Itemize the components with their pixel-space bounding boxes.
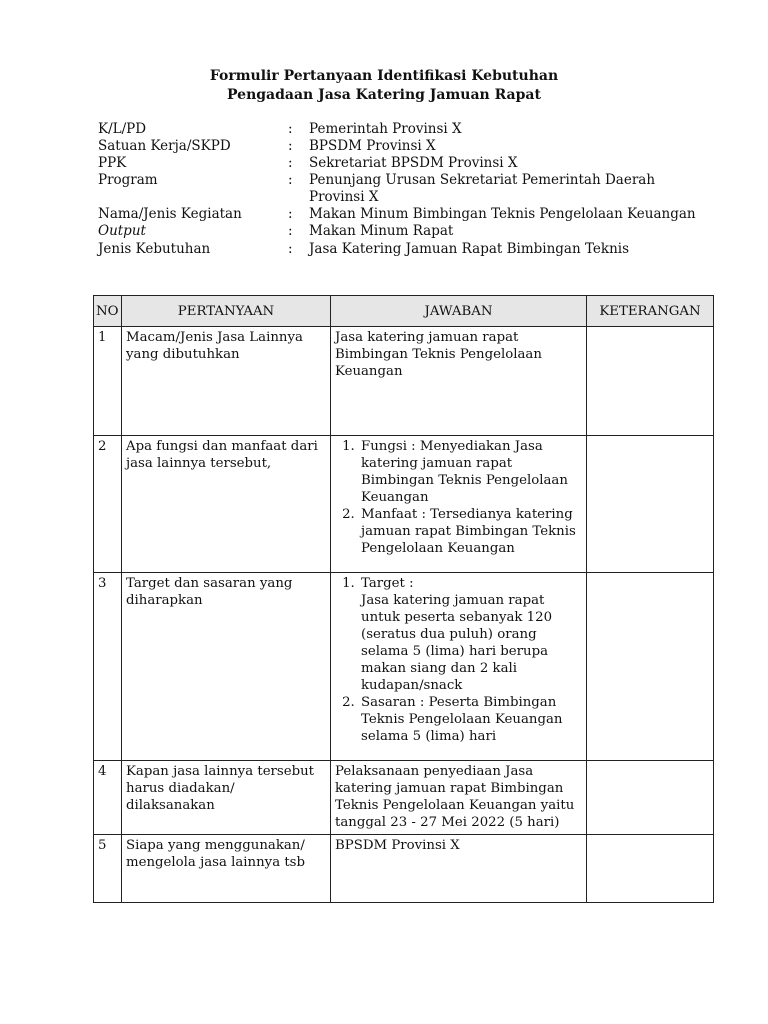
meta-colon: : [288,138,293,155]
meta-label: Program [98,172,158,189]
row-answer: Pelaksanaan penyediaan Jasa katering jamuan rapat Bimbingan Teknis Pengelolaan Keuangan yaitu tanggal 23 - 27 Mei 2022 (5 hari) [331,761,587,835]
row-note [587,835,714,903]
row-note [587,761,714,835]
meta-row-program [98,172,713,206]
meta-label: K/L/PD [98,121,147,137]
meta-colon: : [288,172,293,189]
answer-list-item: 2. Sasaran : Peserta Bimbingan Teknis Pengelolaan Keuangan selama 5 (lima) hari [359,694,582,745]
answer-list-item: 2. Manfaat : Tersedianya katering jamuan rapat Bimbingan Teknis Pengelolaan Keuangan [359,506,582,557]
table-header-row [94,296,714,327]
table-row [94,327,714,436]
answer-target-label: Target : [361,576,414,591]
meta-value: Sekretariat BPSDM Provinsi X [309,155,518,172]
meta-value: BPSDM Provinsi X [309,138,436,155]
meta-value: Makan Minum Bimbingan Teknis Pengelolaan Keuangan [309,206,696,223]
form-title: Formulir Pertanyaan Identifikasi Kebutuhan [209,68,559,84]
row-answer [331,573,587,761]
meta-row-satuan-kerja [98,138,713,155]
row-question: Macam/Jenis Jasa Lainnya yang dibutuhkan [122,327,331,436]
row-number: 2 [94,436,122,573]
meta-label: PPK [98,155,127,172]
meta-label: Satuan Kerja/SKPD [98,138,231,155]
table-row [94,761,714,835]
header-pertanyaan: PERTANYAAN [122,296,331,327]
row-question: Kapan jasa lainnya tersebut harus diadakan/ dilaksanakan [122,761,331,835]
answer-list [335,438,582,557]
meta-row-klpd [98,121,713,138]
meta-value: Jasa Katering Jamuan Rapat Bimbingan Teknis [309,240,630,257]
row-note [587,436,714,573]
table-row [94,573,714,761]
meta-row-output [98,223,713,240]
meta-colon: : [288,240,293,257]
answer-list-item [359,575,582,694]
row-answer [331,436,587,573]
row-number: 3 [94,573,122,761]
meta-label: Nama/Jenis Kegiatan [98,206,242,223]
meta-label: Jenis Kebutuhan [98,240,211,257]
row-number: 1 [94,327,122,436]
meta-colon: : [288,155,293,172]
meta-value: Penunjang Urusan Sekretariat Pemerintah Daerah Provinsi X [309,172,656,206]
form-subtitle: Pengadaan Jasa Katering Jamuan Rapat [227,87,541,103]
meta-colon: : [288,206,293,223]
meta-row-jenis-kebutuhan [98,241,713,258]
header-jawaban: JAWABAN [331,296,587,327]
answer-target-detail: Jasa katering jamuan rapat untuk peserta sebanyak 120 (seratus dua puluh) orang selama 5 (lima) hari berupa makan siang dan 2 kali kudapan/snack [361,593,553,693]
table-row [94,835,714,903]
meta-value: Makan Minum Rapat [309,223,454,240]
meta-row-ppk [98,155,713,172]
row-answer: BPSDM Provinsi X [331,835,587,903]
header-keterangan: KETERANGAN [587,296,714,327]
header-no: NO [94,296,122,327]
table-row [94,436,714,573]
form-metadata [98,121,713,258]
row-question: Target dan sasaran yang diharapkan [122,573,331,761]
meta-value: Pemerintah Provinsi X [309,121,462,137]
answer-list-item: 1. Fungsi : Menyediakan Jasa katering jamuan rapat Bimbingan Teknis Pengelolaan Keuangan [359,438,582,506]
meta-label: Output [98,223,146,240]
row-note [587,573,714,761]
row-number: 5 [94,835,122,903]
row-question: Apa fungsi dan manfaat dari jasa lainnya tersebut, [122,436,331,573]
meta-colon: : [288,121,293,137]
row-number: 4 [94,761,122,835]
questions-table [93,295,714,903]
row-note [587,327,714,436]
row-answer: Jasa katering jamuan rapat Bimbingan Teknis Pengelolaan Keuangan [331,327,587,436]
answer-list [335,575,582,745]
row-question: Siapa yang menggunakan/ mengelola jasa lainnya tsb [122,835,331,903]
meta-row-kegiatan [98,206,713,223]
meta-colon: : [288,223,293,240]
